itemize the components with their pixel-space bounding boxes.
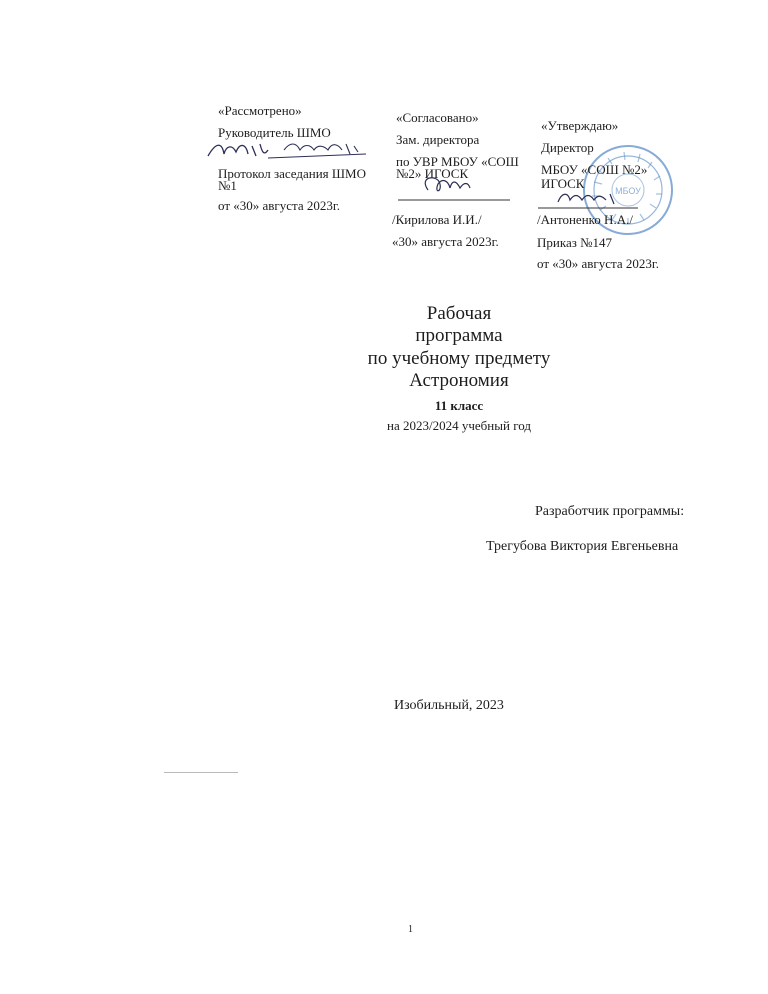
title-line3: по учебному предмету xyxy=(367,348,551,369)
reviewed-heading: «Рассмотрено» xyxy=(218,103,302,118)
approved-org-line2: ИГОСК xyxy=(541,176,585,191)
approved-role: Директор xyxy=(541,140,594,155)
signature-reviewed xyxy=(206,138,376,164)
page-number: 1 xyxy=(408,924,413,935)
place-year: Изобильный, 2023 xyxy=(394,698,504,713)
agreed-role-line2: по УВР МБОУ «СОШ xyxy=(396,154,519,169)
approved-org-line1: МБОУ «СОШ №2» xyxy=(541,162,648,177)
agreed-date: «30» августа 2023г. xyxy=(392,234,499,249)
developer-name: Трегубова Виктория Евгеньевна xyxy=(486,539,679,554)
faint-divider xyxy=(164,772,238,773)
academic-year: на 2023/2024 учебный год xyxy=(387,418,531,433)
svg-text:МБОУ: МБОУ xyxy=(615,186,641,196)
grade-label: 11 класс xyxy=(434,398,484,413)
reviewed-date: от «30» августа 2023г. xyxy=(218,198,340,213)
title-line1: Рабочая xyxy=(426,303,492,324)
reviewed-role: Руководитель ШМО xyxy=(218,125,331,140)
title-line2: программа xyxy=(415,325,503,346)
approved-order: Приказ №147 xyxy=(537,235,613,250)
reviewed-protocol: Протокол заседания ШМО xyxy=(218,166,366,181)
reviewed-protocol-number: №1 xyxy=(218,178,237,193)
developer-label: Разработчик программы: xyxy=(535,504,685,519)
subject-name: Астрономия xyxy=(409,370,509,391)
signature-agreed xyxy=(398,170,518,206)
agreed-role-line3: №2» ИГОСК xyxy=(396,166,469,181)
signature-approved xyxy=(538,188,648,212)
agreed-name: /Кирилова И.И./ xyxy=(392,212,482,227)
approved-date: от «30» августа 2023г. xyxy=(537,256,659,271)
approved-name: /Антоненко Н.А./ xyxy=(537,212,633,227)
approved-heading: «Утверждаю» xyxy=(541,118,619,133)
agreed-heading: «Согласовано» xyxy=(396,110,479,125)
agreed-role-line1: Зам. директора xyxy=(396,132,480,147)
